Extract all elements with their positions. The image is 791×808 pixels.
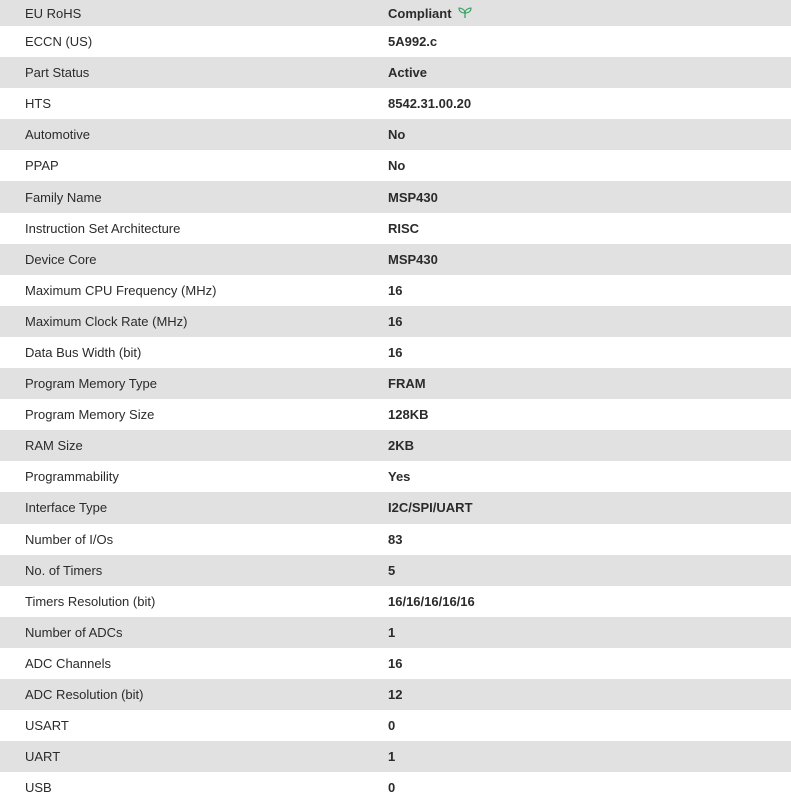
spec-label: Number of ADCs (25, 624, 123, 640)
spec-value: 1 (388, 749, 396, 765)
spec-value: 12 (388, 687, 403, 703)
spec-row-uart (0, 741, 791, 772)
spec-label: Interface Type (25, 500, 108, 516)
spec-row-hts (0, 88, 791, 119)
spec-label: Maximum CPU Frequency (MHz) (25, 282, 217, 298)
spec-row-automotive (0, 119, 791, 150)
spec-row-family-name (0, 181, 791, 212)
spec-value-wrapper (388, 6, 791, 21)
spec-row-program-memory-type (0, 368, 791, 399)
spec-label: PPAP (25, 158, 59, 174)
spec-label: HTS (25, 96, 51, 112)
spec-value: 5A992.c (388, 34, 438, 50)
spec-value: 83 (388, 531, 403, 547)
spec-value: 1 (388, 624, 396, 640)
spec-value: Active (388, 65, 428, 81)
spec-label: Device Core (25, 251, 97, 267)
leaf-icon (458, 7, 472, 19)
spec-row-interface-type (0, 492, 791, 523)
spec-row-adc-resolution (0, 679, 791, 710)
spec-value: Compliant (388, 5, 452, 21)
spec-row-usb (0, 772, 791, 803)
spec-row-usart (0, 710, 791, 741)
spec-label: Maximum Clock Rate (MHz) (25, 313, 188, 329)
spec-label: Programmability (25, 469, 119, 485)
spec-value: RISC (388, 220, 420, 236)
spec-value: 0 (388, 780, 396, 796)
spec-label: USB (25, 780, 52, 796)
spec-row-adc-channels (0, 648, 791, 679)
spec-label: No. of Timers (25, 562, 103, 578)
spec-value: 16 (388, 655, 403, 671)
spec-row-data-bus-width (0, 337, 791, 368)
spec-row-isa (0, 213, 791, 244)
spec-row-eccn (0, 26, 791, 57)
spec-row-max-clock-rate (0, 306, 791, 337)
spec-label: ECCN (US) (25, 34, 93, 50)
spec-value: 0 (388, 718, 396, 734)
spec-row-part-status (0, 57, 791, 88)
spec-label: RAM Size (25, 438, 83, 454)
spec-label: Data Bus Width (bit) (25, 344, 142, 360)
spec-value: 128KB (388, 407, 429, 423)
spec-row-ppap (0, 150, 791, 181)
spec-value: No (388, 158, 406, 174)
spec-value: 8542.31.00.20 (388, 96, 472, 112)
spec-label: UART (25, 749, 61, 765)
spec-value: MSP430 (388, 189, 438, 205)
spec-row-timers-resolution (0, 586, 791, 617)
spec-row-program-memory-size (0, 399, 791, 430)
spec-row-max-cpu-freq (0, 275, 791, 306)
spec-label: Instruction Set Architecture (25, 220, 181, 236)
spec-row-no-of-timers (0, 555, 791, 586)
spec-label: Timers Resolution (bit) (25, 593, 156, 609)
spec-label: USART (25, 718, 69, 734)
spec-value: 16 (388, 344, 403, 360)
spec-row-number-of-ios (0, 524, 791, 555)
spec-row-programmability (0, 461, 791, 492)
spec-label: Program Memory Type (25, 376, 157, 392)
spec-value: FRAM (388, 376, 426, 392)
spec-label: EU RoHS (25, 5, 82, 21)
spec-label: Number of I/Os (25, 531, 114, 547)
spec-label: ADC Resolution (bit) (25, 687, 144, 703)
spec-label: Part Status (25, 65, 90, 81)
spec-row-device-core (0, 244, 791, 275)
spec-value: 16/16/16/16/16 (388, 593, 475, 609)
spec-row-number-of-adcs (0, 617, 791, 648)
spec-value: 16 (388, 313, 403, 329)
spec-label: Program Memory Size (25, 407, 155, 423)
spec-value: 16 (388, 282, 403, 298)
spec-row-ram-size (0, 430, 791, 461)
spec-value: 5 (388, 562, 396, 578)
spec-value: Yes (388, 469, 411, 485)
spec-row-eu-rohs (0, 0, 791, 26)
spec-label: Automotive (25, 127, 91, 143)
spec-label: Family Name (25, 189, 102, 205)
spec-value: 2KB (388, 438, 415, 454)
spec-value: MSP430 (388, 251, 438, 267)
spec-value: No (388, 127, 406, 143)
spec-value: I2C/SPI/UART (388, 500, 473, 516)
spec-label: ADC Channels (25, 655, 111, 671)
